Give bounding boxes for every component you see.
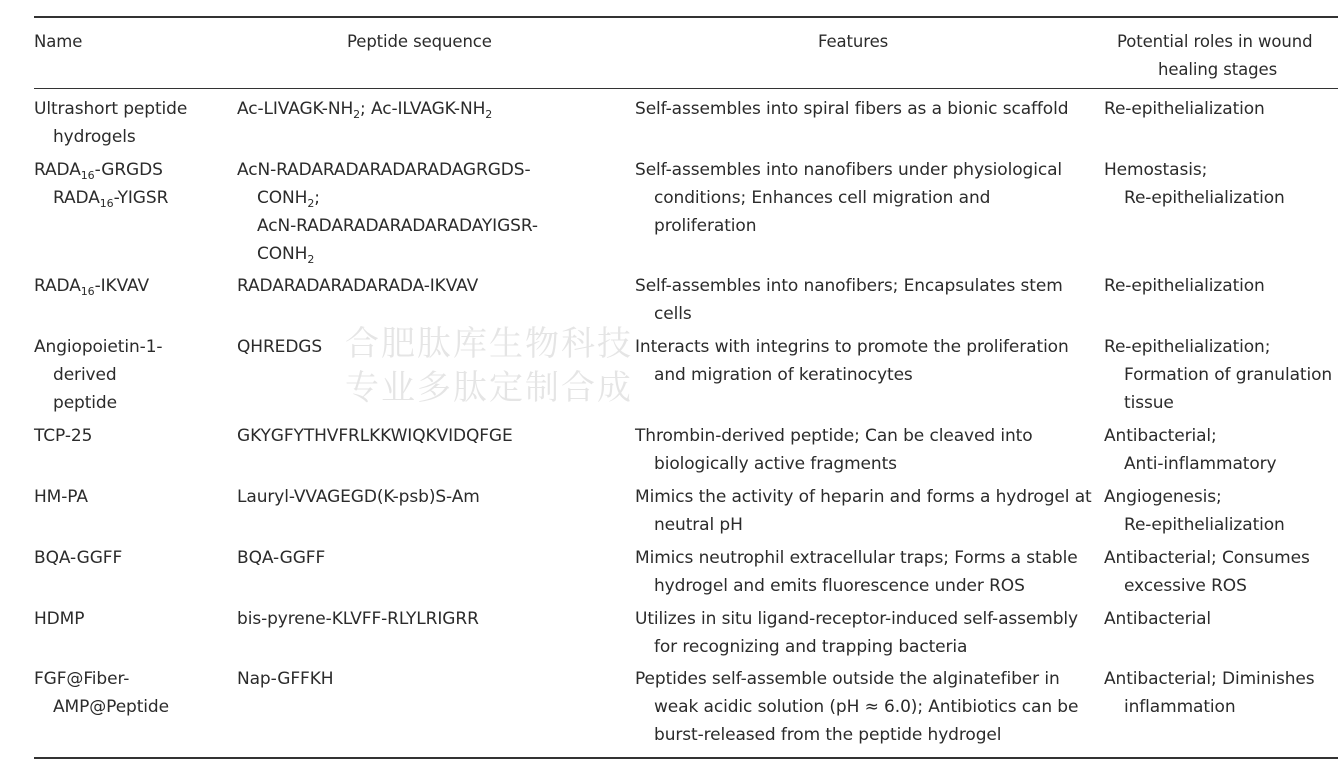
- row-1-name: [34, 156, 168, 212]
- row-3-roles-line-1: Re-epithelialization;: [1104, 337, 1271, 357]
- row-3-features-line-2: and migration of keratinocytes: [654, 365, 913, 385]
- row-2-roles: [1104, 272, 1265, 300]
- row-1-name-line-1: $RADA_{16}$-GRGDS: [34, 160, 163, 182]
- row-1-name-line-2: $RADA_{16}$-YIGSR: [53, 188, 169, 210]
- row-0-features-line-1: Self-assembles into spiral fibers as a bionic scaffold: [635, 99, 1069, 119]
- watermark-line-2: 专业多肽定制合成: [345, 368, 633, 408]
- row-4-roles-line-1: Antibacterial;: [1104, 426, 1217, 446]
- row-6-sequence-line-1: BQA-GGFF: [237, 548, 326, 568]
- row-7-features: [635, 605, 1078, 661]
- row-8-features-line-2: weak acidic solution (pH ≈ 6.0); Antibiotics can be: [654, 697, 1079, 717]
- row-5-features-line-2: neutral pH: [654, 515, 743, 535]
- row-5-name: [34, 483, 88, 511]
- row-6-roles-line-1: Antibacterial; Consumes: [1104, 548, 1310, 568]
- row-1-roles-line-1: Hemostasis;: [1104, 160, 1208, 180]
- row-3-name-line-1: Angiopoietin-1-: [34, 337, 163, 357]
- row-0-sequence-line-1: $Ac-LIVAGK-NH_2$; $Ac-ILVAGK-NH_2$: [237, 99, 493, 121]
- row-4-features: [635, 422, 1033, 478]
- row-0-roles: [1104, 95, 1265, 123]
- row-1-features-line-2: conditions; Enhances cell migration and: [654, 188, 991, 208]
- header-roles-line2: healing stages: [1158, 60, 1278, 79]
- row-2-features-line-1: Self-assembles into nanofibers; Encapsulates stem: [635, 276, 1063, 296]
- row-8-roles-line-1: Antibacterial; Diminishes: [1104, 669, 1315, 689]
- row-7-features-line-2: for recognizing and trapping bacteria: [654, 637, 968, 657]
- row-1-sequence-line-4: $CONH_2$: [257, 244, 315, 266]
- row-6-roles-line-2: excessive ROS: [1124, 576, 1247, 596]
- row-5-sequence-line-1: Lauryl-VVAGEGD(K-psb)S-Am: [237, 487, 480, 507]
- row-6-roles: [1104, 544, 1310, 600]
- row-2-features: [635, 272, 1063, 328]
- header-roles: [1117, 28, 1313, 84]
- row-4-sequence-line-1: GKYGFYTHVFRLKKWIQKVIDQFGE: [237, 426, 513, 446]
- row-4-name: [34, 422, 92, 450]
- row-3-sequence: [237, 333, 322, 361]
- row-6-features-line-2: hydrogel and emits fluorescence under ROS: [654, 576, 1025, 596]
- row-0-roles-line-1: Re-epithelialization: [1104, 99, 1265, 119]
- row-2-sequence: [237, 272, 478, 300]
- row-7-name-line-1: HDMP: [34, 609, 85, 629]
- row-1-features-line-1: Self-assembles into nanofibers under physiological: [635, 160, 1063, 180]
- row-3-features: [635, 333, 1069, 389]
- row-3-features-line-1: Interacts with integrins to promote the proliferation: [635, 337, 1069, 357]
- row-4-features-line-2: biologically active fragments: [654, 454, 897, 474]
- row-3-roles-line-3: tissue: [1124, 393, 1174, 413]
- row-4-name-line-1: TCP-25: [34, 426, 93, 446]
- row-1-sequence-line-1: AcN-RADARADARADARADAGRGDS-: [237, 160, 531, 180]
- watermark-line-1: 合肥肽库生物科技: [345, 324, 633, 364]
- row-8-roles-line-2: inflammation: [1124, 697, 1236, 717]
- row-7-sequence-line-1: bis-pyrene-KLVFF-RLYLRIGRR: [237, 609, 479, 629]
- header-roles-line1: Potential roles in wound: [1117, 32, 1313, 51]
- row-7-features-line-1: Utilizes in situ ligand-receptor-induced self-assembly: [635, 609, 1078, 629]
- row-1-features: [635, 156, 1062, 240]
- row-5-name-line-1: HM-PA: [34, 487, 88, 507]
- row-8-sequence: [237, 665, 333, 693]
- row-4-roles: [1104, 422, 1277, 478]
- row-5-features-line-1: Mimics the activity of heparin and forms a hydrogel at: [635, 487, 1092, 507]
- row-1-sequence-line-2: $CONH_2$;: [257, 188, 320, 210]
- header-bottom-rule: [34, 88, 1338, 89]
- row-3-name: [34, 333, 162, 417]
- table-top-rule: [34, 16, 1338, 18]
- watermark: [345, 322, 633, 410]
- row-0-features: [635, 95, 1068, 123]
- row-6-features-line-1: Mimics neutrophil extracellular traps; Forms a stable: [635, 548, 1078, 568]
- row-2-roles-line-1: Re-epithelialization: [1104, 276, 1265, 296]
- row-3-sequence-line-1: QHREDGS: [237, 337, 323, 357]
- row-8-name-line-2: AMP@Peptide: [53, 697, 169, 717]
- table-bottom-rule: [34, 757, 1338, 759]
- row-5-features: [635, 483, 1092, 539]
- row-6-name: [34, 544, 122, 572]
- row-4-roles-line-2: Anti-inflammatory: [1124, 454, 1277, 474]
- row-4-sequence: [237, 422, 513, 450]
- row-4-features-line-1: Thrombin-derived peptide; Can be cleaved into: [635, 426, 1033, 446]
- row-2-features-line-2: cells: [654, 304, 692, 324]
- row-2-name: [34, 272, 149, 300]
- row-6-name-line-1: BQA-GGFF: [34, 548, 123, 568]
- row-7-sequence: [237, 605, 479, 633]
- row-8-roles: [1104, 665, 1315, 721]
- row-2-sequence-line-1: RADARADARADARADA-IKVAV: [237, 276, 479, 296]
- row-7-name: [34, 605, 84, 633]
- row-8-name-line-1: FGF@Fiber-: [34, 669, 130, 689]
- row-3-roles-line-2: Formation of granulation: [1124, 365, 1333, 385]
- row-0-sequence: [237, 95, 492, 123]
- row-6-sequence: [237, 544, 325, 572]
- row-1-features-line-3: proliferation: [654, 216, 757, 236]
- row-3-name-line-3: peptide: [53, 393, 117, 413]
- row-1-sequence-line-3: AcN-RADARADARADARADAYIGSR-: [257, 216, 538, 236]
- row-1-roles: [1104, 156, 1285, 212]
- row-7-roles-line-1: Antibacterial: [1104, 609, 1212, 629]
- row-8-features-line-3: burst-released from the peptide hydrogel: [654, 725, 1002, 745]
- row-7-roles: [1104, 605, 1211, 633]
- row-6-features: [635, 544, 1078, 600]
- row-5-roles-line-1: Angiogenesis;: [1104, 487, 1222, 507]
- row-8-name: [34, 665, 169, 721]
- row-1-sequence: [237, 156, 538, 268]
- row-8-features: [635, 665, 1078, 749]
- header-features: Features: [818, 32, 889, 51]
- row-0-name-line-1: Ultrashort peptide: [34, 99, 188, 119]
- row-8-sequence-line-1: Nap-GFFKH: [237, 669, 334, 689]
- header-name: Name: [34, 32, 83, 51]
- row-2-name-line-1: $RADA_{16}$-IKVAV: [34, 276, 150, 298]
- row-8-features-line-1: Peptides self-assemble outside the alginatefiber in: [635, 669, 1060, 689]
- row-0-name-line-2: hydrogels: [53, 127, 136, 147]
- row-0-name: [34, 95, 187, 151]
- row-3-name-line-2: derived: [53, 365, 117, 385]
- row-5-roles: [1104, 483, 1285, 539]
- row-1-roles-line-2: Re-epithelialization: [1124, 188, 1285, 208]
- row-5-roles-line-2: Re-epithelialization: [1124, 515, 1285, 535]
- row-5-sequence: [237, 483, 480, 511]
- row-3-roles: [1104, 333, 1332, 417]
- header-sequence: Peptide sequence: [347, 32, 492, 51]
